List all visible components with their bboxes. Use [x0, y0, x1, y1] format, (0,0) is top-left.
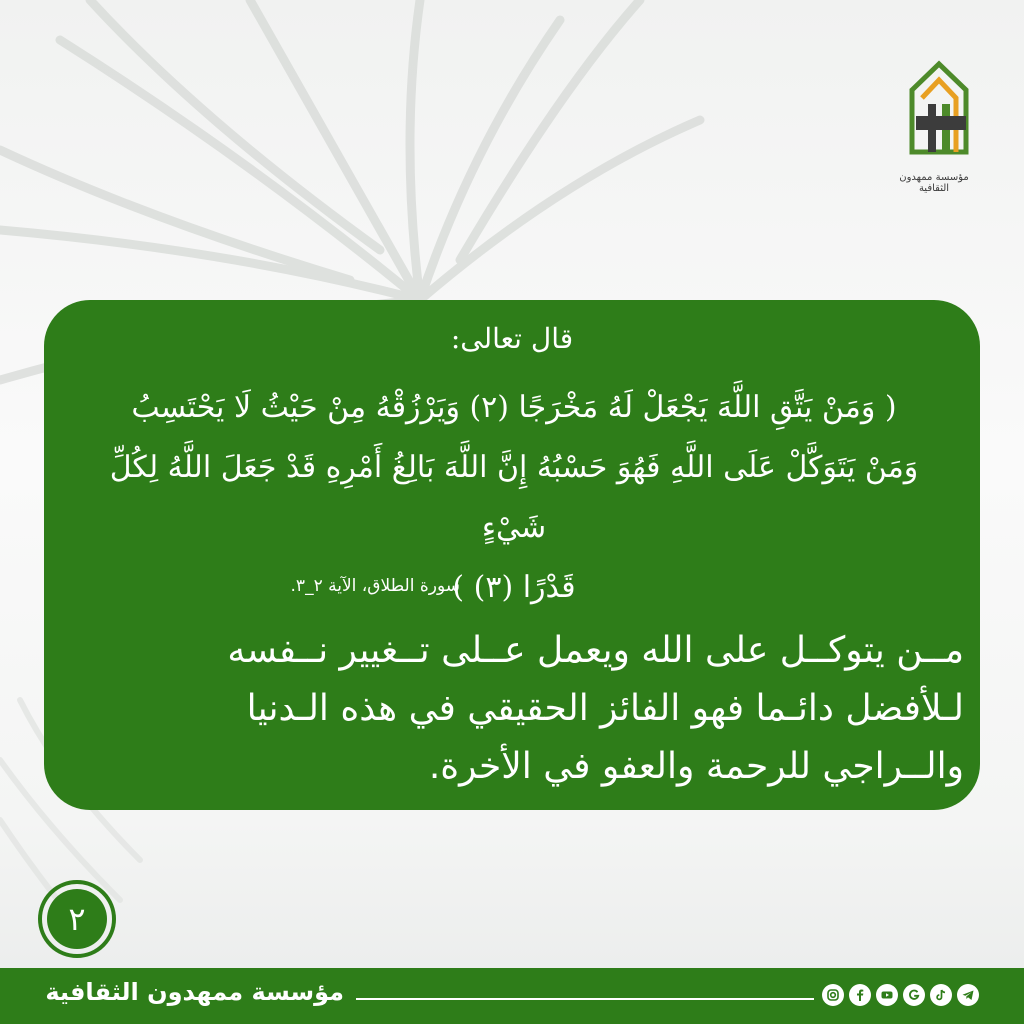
facebook-icon[interactable] — [849, 984, 871, 1006]
instagram-icon[interactable] — [822, 984, 844, 1006]
logo — [884, 60, 992, 194]
telegram-icon[interactable] — [957, 984, 979, 1006]
tiktok-icon[interactable] — [930, 984, 952, 1006]
quran-verse — [104, 378, 924, 618]
verse-reference: سورة الطلاق، الآية ٢_٣. — [290, 576, 460, 596]
body-text — [74, 622, 964, 796]
content-panel — [44, 300, 980, 810]
body-line: مــن يتوكــل على الله ويعمل عــلى تــغيير نــفسه — [227, 630, 964, 671]
footer-divider — [356, 998, 814, 1000]
verse-line: قَدْرًا (٣) ) — [452, 570, 576, 605]
youtube-icon[interactable] — [876, 984, 898, 1006]
verse-line: وَمَنْ يَتَوَكَّلْ عَلَى اللَّهِ فَهُوَ حَسْبُهُ إِنَّ اللَّهَ بَالِغُ أَمْرِهِ قَدْ جَعَلَ اللَّهُ لِكُلِّ شَيْءٍ — [109, 450, 919, 545]
page-number-badge — [38, 880, 116, 958]
body-line: والــراجي للرحمة والعفو في الأخرة. — [428, 746, 964, 787]
logo-mark-icon — [904, 60, 974, 156]
footer-organization-name: مؤسسة ممهدون الثقافية — [45, 978, 344, 1006]
page-number: ٢ — [47, 889, 107, 949]
google-icon[interactable] — [903, 984, 925, 1006]
footer-bar — [0, 968, 1024, 1024]
body-line: لـلأفضل دائـما فهو الفائز الحقيقي في هذه الـدنيا — [246, 688, 964, 729]
verse-line: ( وَمَنْ يَتَّقِ اللَّهَ يَجْعَلْ لَهُ مَخْرَجًا (٢) وَيَرْزُقْهُ مِنْ حَيْثُ لَا يَحْتَسِبُ — [131, 390, 897, 425]
verse-intro: قال تعالى: — [450, 322, 574, 355]
logo-subtitle: مؤسسة ممهدون الثقافية — [899, 172, 969, 194]
social-links — [822, 984, 979, 1006]
